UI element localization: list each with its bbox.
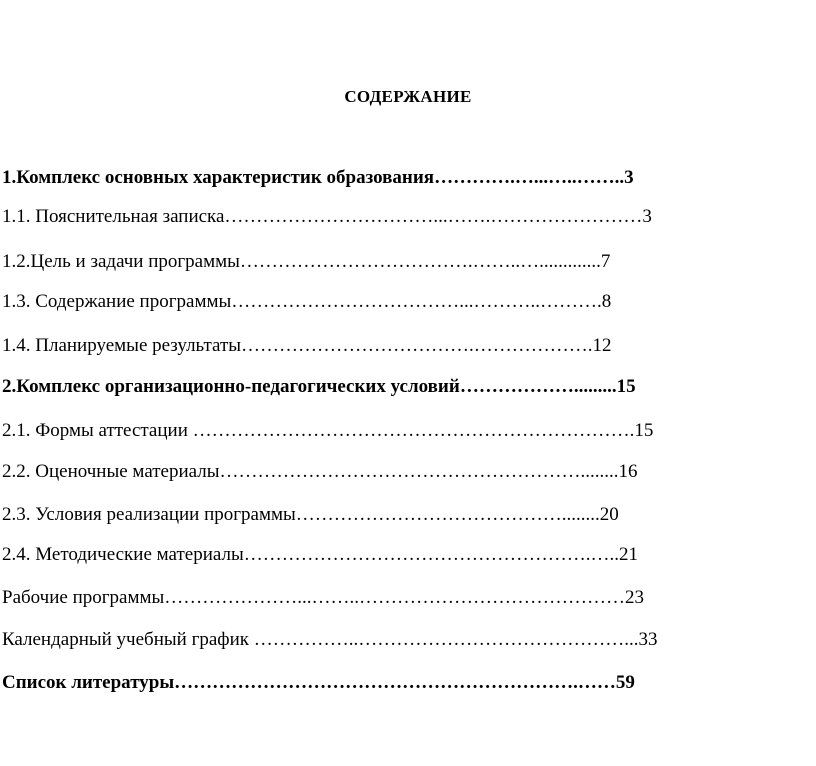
toc-entry-section-2: 2.Комплекс организационно-педагогических условий……………….........15 [2, 376, 636, 397]
toc-entry-1-3: 1.3. Содержание программы………………………………...………..……….8 [2, 291, 612, 312]
toc-entry-2-2: 2.2. Оценочные материалы…………………………………………………........16 [2, 461, 638, 482]
toc-entry-2-3: 2.3. Условия реализации программы……………………………………........20 [2, 504, 619, 525]
toc-entry-2-4: 2.4. Методические материалы……………………………………………….…..21 [2, 544, 638, 565]
toc-entry-calendar-schedule: Календарный учебный график ……………..……………………………………...33 [2, 629, 658, 650]
toc-entry-work-programs: Рабочие программы…………………...……..……………………………………23 [2, 587, 645, 608]
toc-entry-1-2: 1.2.Цель и задачи программы……………………………….……..….............7 [2, 251, 611, 272]
toc-entry-1-4: 1.4. Планируемые результаты……………………………….……………….12 [2, 335, 612, 356]
toc-entry-bibliography: Список литературы……………………………………………………….……59 [2, 672, 635, 693]
toc-entry-1-1: 1.1. Пояснительная записка……………………………...…….……………………3 [2, 206, 652, 227]
toc-entry-section-1: 1.Комплекс основных характеристик образования………….…...…..……..3 [2, 167, 634, 188]
page-title: СОДЕРЖАНИЕ [344, 87, 472, 106]
toc-entry-2-1: 2.1. Формы аттестации …………………………………………………………….15 [2, 420, 654, 441]
